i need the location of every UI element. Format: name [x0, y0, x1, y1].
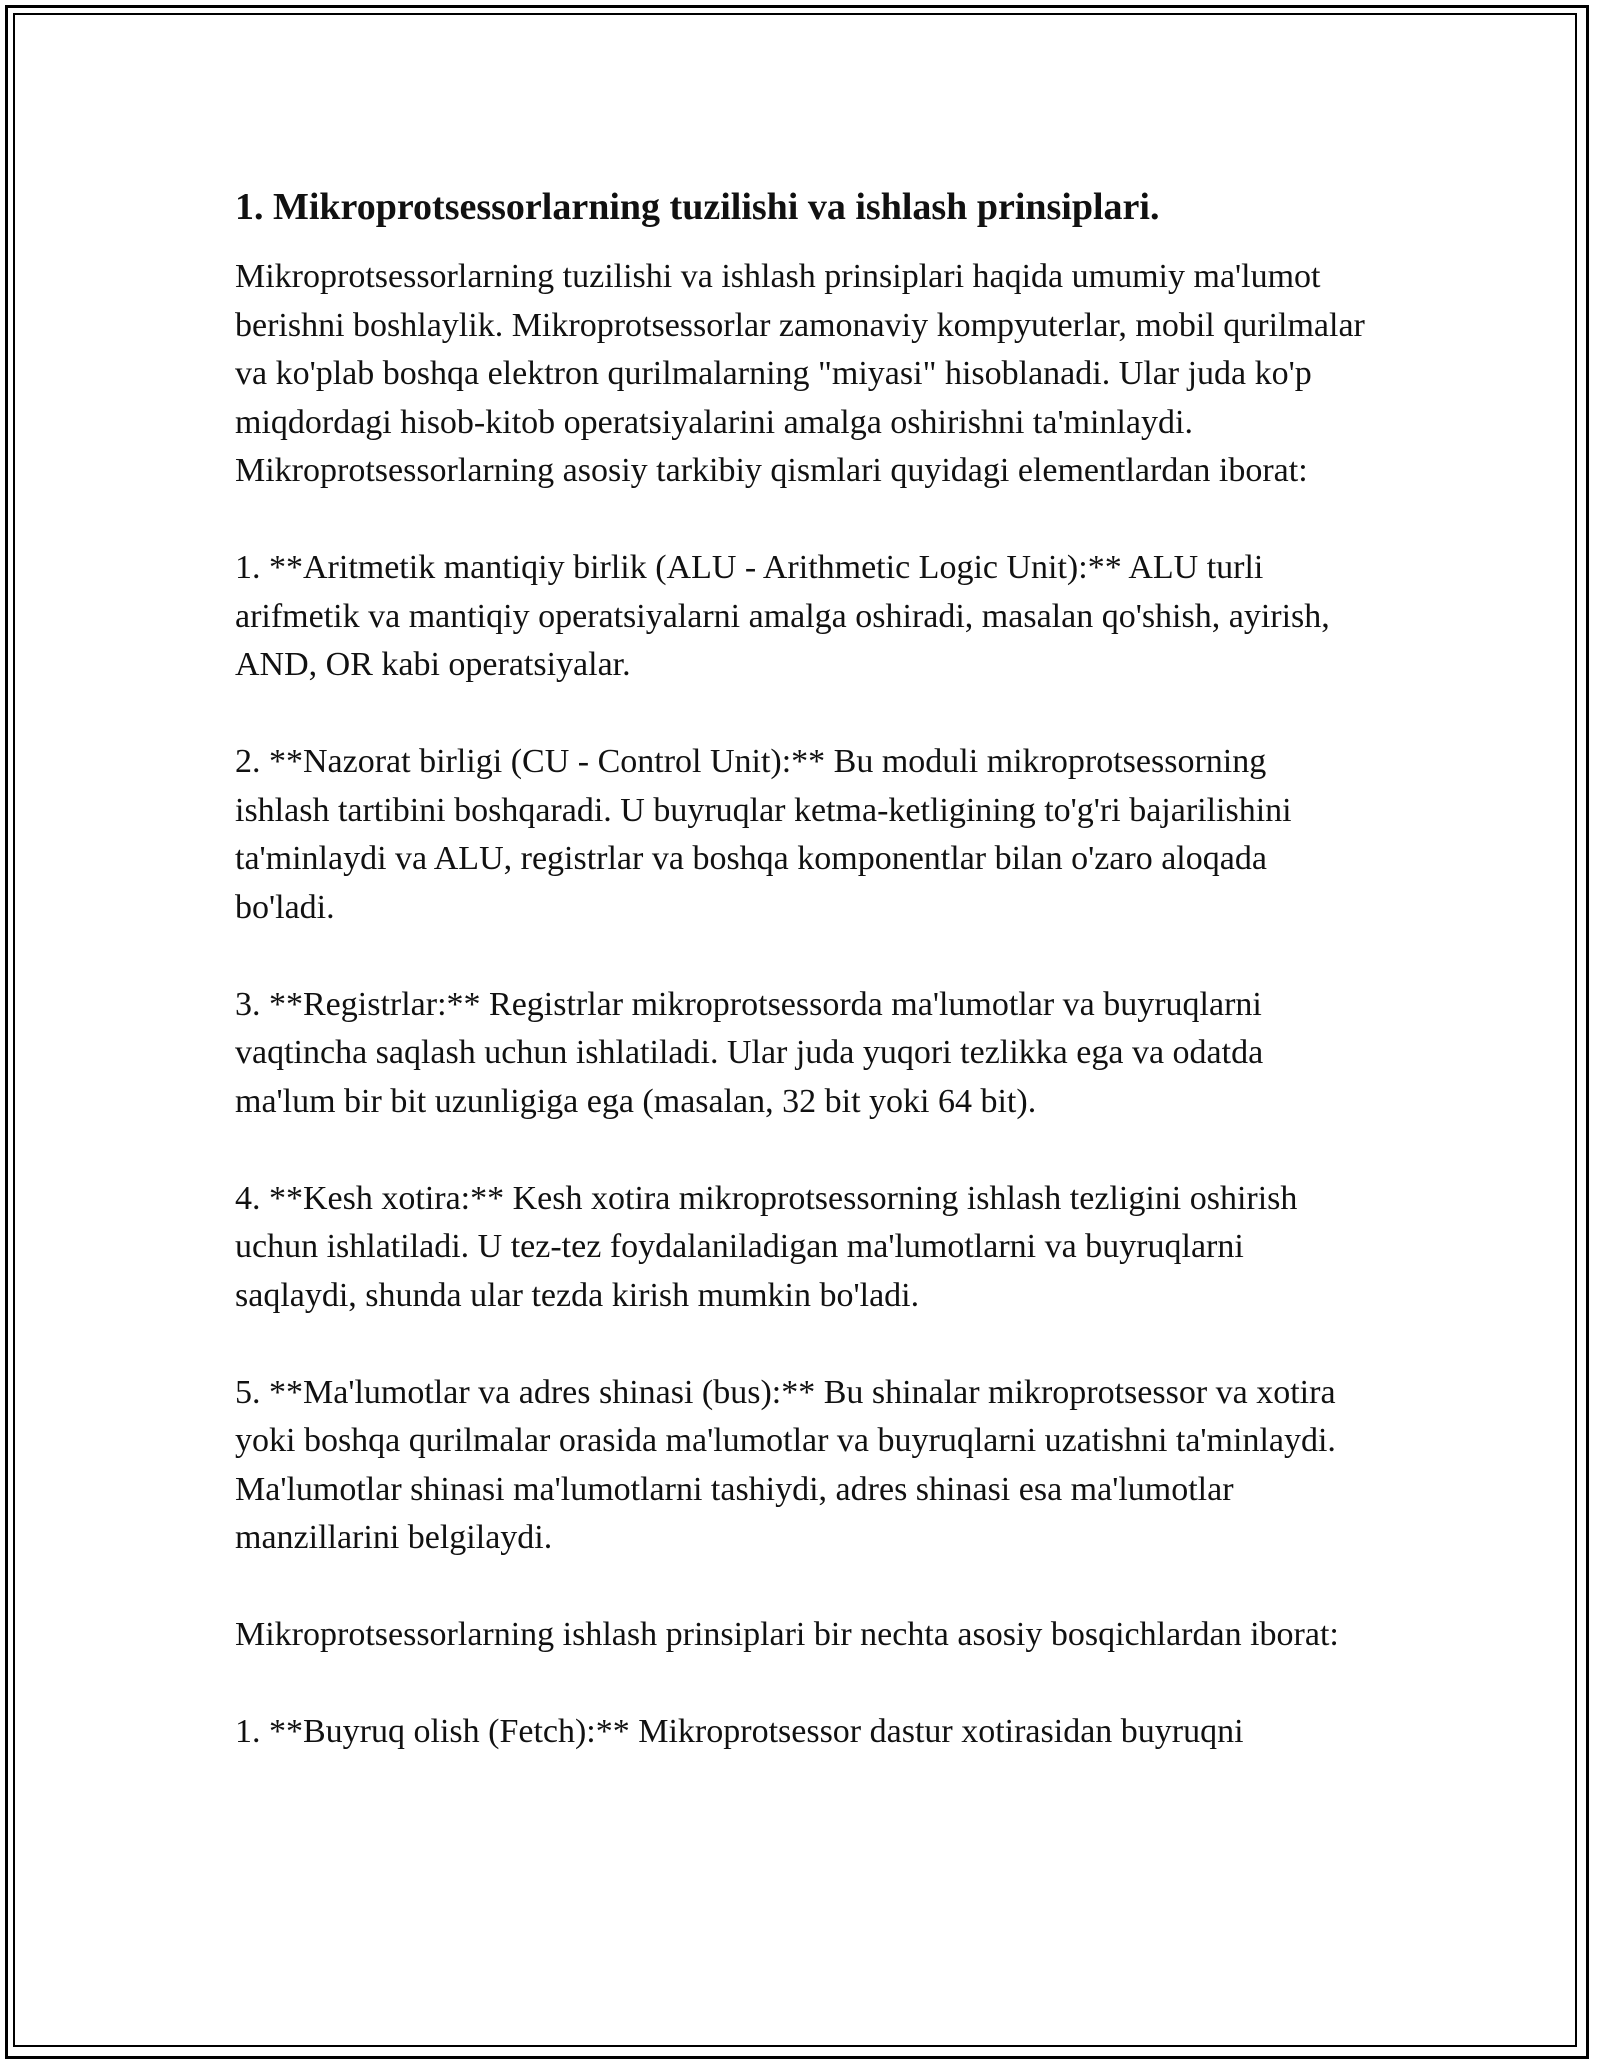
control-unit-paragraph: 2. **Nazorat birligi (CU - Control Unit):** Bu moduli mikroprotsessorning ishlash tartibini boshqaradi. U buyruqlar ketma-ketligining to'g'ri bajarilishini ta'minlaydi va ALU, registrlar va boshqa komponentlar bilan o'zaro aloqada bo'ladi. [235, 743, 1292, 926]
fetch-paragraph: 1. **Buyruq olish (Fetch):** Mikroprotsessor dastur xotirasidan buyruqni [235, 1713, 1244, 1750]
document-body [235, 183, 1365, 1805]
bus-paragraph: 5. **Ma'lumotlar va adres shinasi (bus):** Bu shinalar mikroprotsessor va xotira yoki boshqa qurilmalar orasida ma'lumotlar va buyruqlarni uzatishni ta'minlaydi. Ma'lumotlar shinasi ma'lumotlarni tashiydi, adres shinasi esa ma'lumotlar manzillarini belgilaydi. [235, 1373, 1336, 1556]
alu-paragraph: 1. **Aritmetik mantiqiy birlik (ALU - Arithmetic Logic Unit):** ALU turli arifmetik va mantiqiy operatsiyalarni amalga oshiradi, masalan qo'shish, ayirish, AND, OR kabi operatsiyalar. [235, 549, 1330, 683]
principles-intro-paragraph: Mikroprotsessorlarning ishlash prinsiplari bir nechta asosiy bosqichlardan iborat: [235, 1616, 1339, 1653]
intro-paragraph: Mikroprotsessorlarning tuzilishi va ishlash prinsiplari haqida umumiy ma'lumot berishni boshlaylik. Mikroprotsessorlar zamonaviy kompyuterlar, mobil qurilmalar va ko'plab boshqa elektron qurilmalarning "miyasi" hisoblanadi. Ular juda ko'p miqdordagi hisob-kitob operatsiyalarini amalga oshirishni ta'minlaydi. Mikroprotsessorlarning asosiy tarkibiy qismlari quyidagi elementlardan iborat: [235, 258, 1365, 489]
document-title: 1. Mikroprotsessorlarning tuzilishi va ishlash prinsiplari. [235, 186, 1160, 228]
cache-paragraph: 4. **Kesh xotira:** Kesh xotira mikroprotsessorning ishlash tezligini oshirish uchun ishlatiladi. U tez-tez foydalaniladigan ma'lumotlarni va buyruqlarni saqlaydi, shunda ular tezda kirish mumkin bo'ladi. [235, 1179, 1298, 1314]
registers-paragraph: 3. **Registrlar:** Registrlar mikroprotsessorda ma'lumotlar va buyruqlarni vaqtincha saqlash uchun ishlatiladi. Ular juda yuqori tezlikka ega va odatda ma'lum bir bit uzunligiga ega (masalan, 32 bit yoki 64 bit). [235, 985, 1264, 1120]
